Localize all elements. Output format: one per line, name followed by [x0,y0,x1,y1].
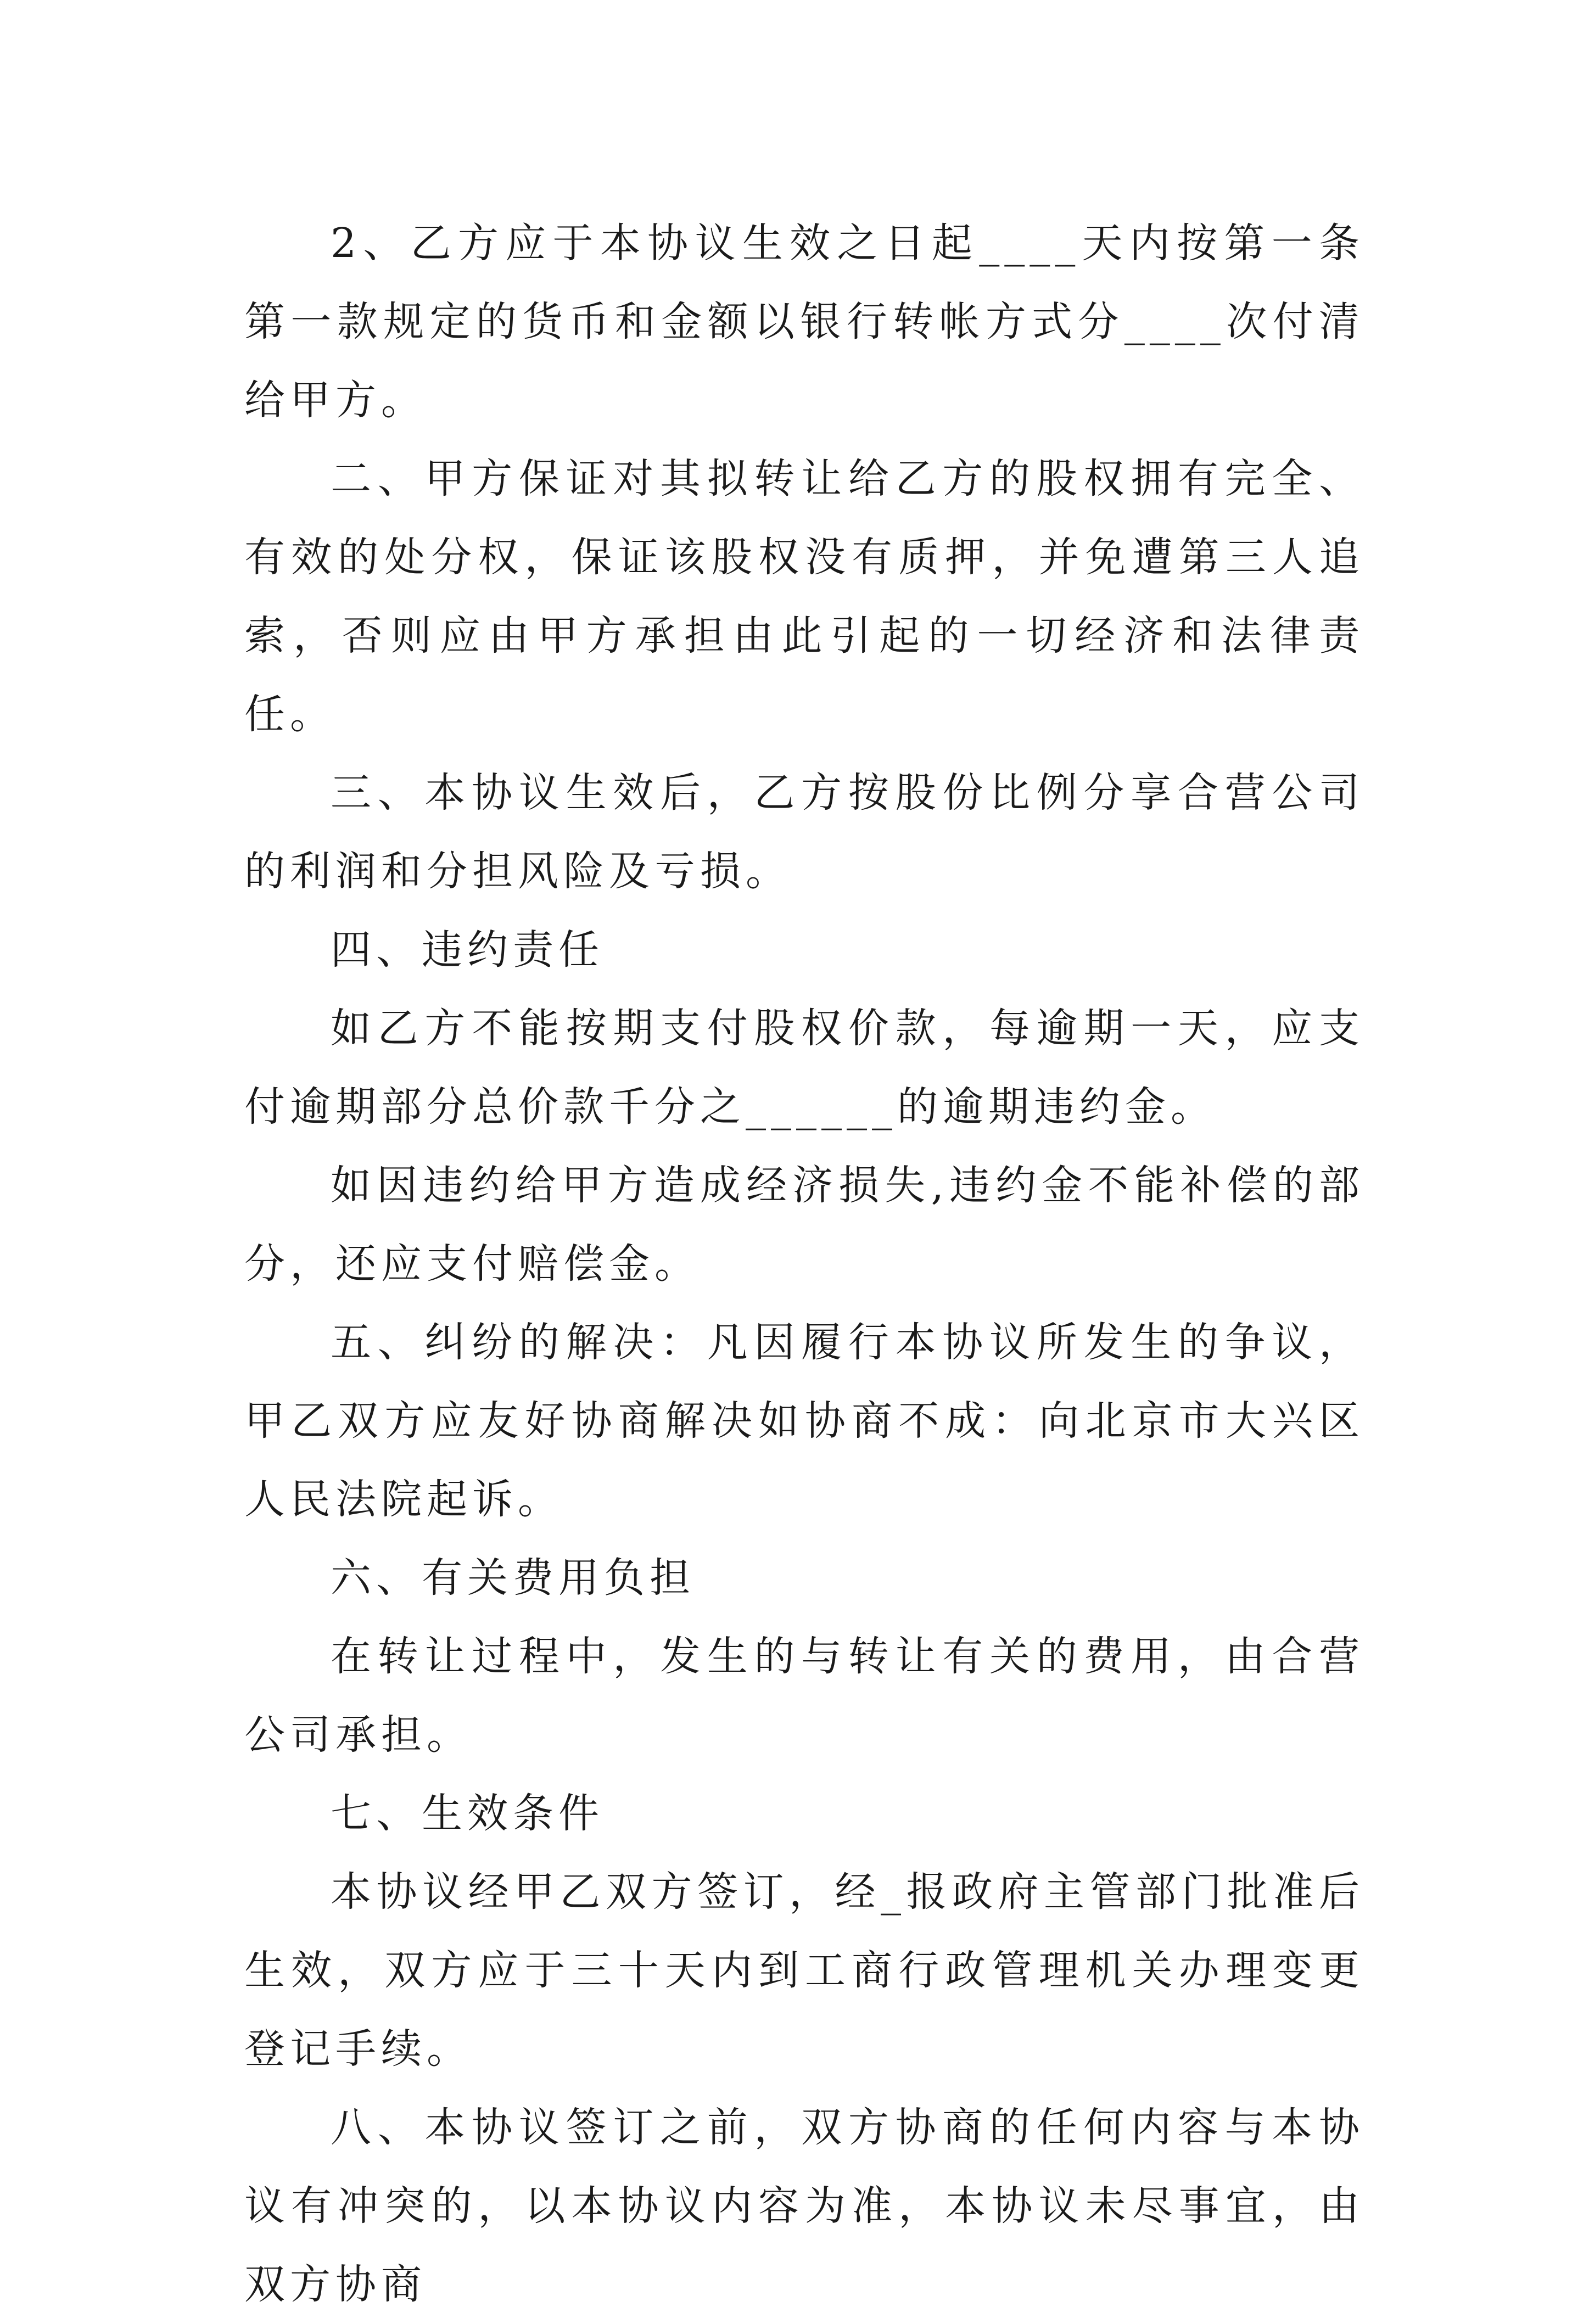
fees-detail: 在转让过程中，发生的与转让有关的费用，由合营公司承担。 [244,1633,1364,1759]
clause-two-warranty: 二、甲方保证对其拟转让给乙方的股权拥有完全、有效的处分权，保证该股权没有质押，并免遭第三人追索，否则应由甲方承担由此引起的一切经济和法律责任。 [244,455,1364,738]
breach-compensation: 如因违约给甲方造成经济损失,违约金不能补偿的部分，还应支付赔偿金。 [244,1162,1364,1287]
breach-late-payment: 如乙方不能按期支付股权价款，每逾期一天，应支付逾期部分总价款千分之______的逾期违约金。 [244,1005,1364,1130]
clause-payment-terms: 2、乙方应于本协议生效之日起____天内按第一条第一款规定的货币和金额以银行转帐方式分____次付清给甲方。 [244,220,1364,424]
clause-three-profit-sharing: 三、本协议生效后，乙方按股份比例分享合营公司的利润和分担风险及亏损。 [244,769,1364,895]
heading-four-breach: 四、违约责任 [331,926,604,973]
clause-five-dispute: 五、纠纷的解决：凡因履行本协议所发生的争议，甲乙双方应友好协商解决如协商不成：向北京市大兴区人民法院起诉。 [244,1319,1364,1523]
heading-seven-effect: 七、生效条件 [331,1790,604,1837]
document-body [244,204,1364,2324]
effect-detail: 本协议经甲乙双方签订，经_报政府主管部门批准后生效，双方应于三十天内到工商行政管理机关办理变更登记手续。 [244,1868,1364,2073]
clause-eight-precedence: 八、本协议签订之前，双方协商的任何内容与本协议有冲突的，以本协议内容为准，本协议未尽事宜，由双方协商 [244,2104,1364,2308]
heading-six-fees: 六、有关费用负担 [331,1554,695,1601]
